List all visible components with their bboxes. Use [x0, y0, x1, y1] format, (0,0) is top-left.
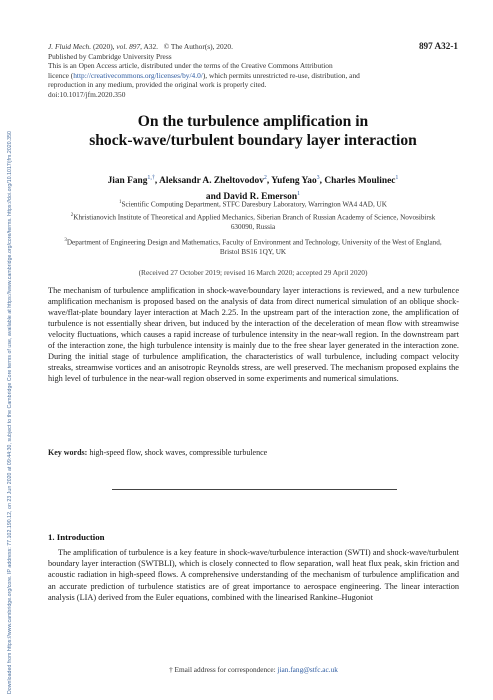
license-link[interactable]: http://creativecommons.org/licenses/by/4.0/ [73, 70, 203, 80]
author-name: , Aleksandr A. Zheltovodov [154, 176, 264, 187]
license-suffix: ), which permits unrestricted re-use, distribution, and [202, 70, 360, 80]
download-sidebar [0, 0, 16, 700]
introduction-text: The amplification of turbulence is a key feature in shock-wave/turbulence interaction (SWTI) and shock-wave/turbulent boundary layer interaction (SWTBLI), which is closely connected to flow separation, wall heat flux peak, skin friction and acoustic radiation in high-speed flows. A comprehensive understanding of the mechanism of turbulence amplification and an accurate prediction of turbulence statistics are of great importance to aerospace engineering. The linear interaction analysis (LIA) derived from the Euler equations, combined with the linearised Rankine–Hugoniot [48, 548, 459, 602]
journal-year: (2020), [91, 42, 117, 51]
footnote-text: † Email address for correspondence: [169, 665, 278, 674]
affiliation-1 [60, 198, 446, 210]
publisher: Published by Cambridge University Press [48, 51, 172, 61]
received-dates: (Received 27 October 2019; revised 16 March 2020; accepted 29 April 2020) [138, 268, 368, 277]
keywords [48, 448, 459, 457]
abstract [48, 285, 459, 384]
affiliation-text: Scientific Computing Department, STFC Daresbury Laboratory, Warrington WA4 4AD, UK [121, 200, 387, 209]
doi: doi:10.1017/jfm.2020.350 [48, 89, 126, 99]
author-name: Jian Fang [107, 176, 148, 187]
affiliation-text: Khristianovich Institute of Theoretical and Applied Mechanics, Siberian Branch of Russian Academy of Science, Novosibirsk 630090, Russia [73, 213, 436, 231]
license-prefix: licence ( [48, 70, 74, 80]
author-name: and David R. Emerson [205, 191, 298, 202]
download-notice: Downloaded from https://www.cambridge.org/core. IP address: 77.102.190.12, on 23 Jun 2020 at 09:44:30, subject to the Cambridge Core terms of use, available at https://www.cambridge.org/core/terms. https://doi.org/10.1017/jfm.2020.350 [7, 131, 13, 694]
title-line-1: On the turbulence amplification in [137, 113, 369, 130]
paper-title [48, 112, 458, 150]
affiliation-number: 3 [64, 238, 67, 243]
author-affil-mark[interactable]: 3 [316, 175, 320, 181]
email-link[interactable]: jian.fang@stfc.ac.uk [277, 665, 338, 674]
keywords-text: high-speed flow, shock waves, compressible turbulence [89, 448, 268, 457]
license-line-1: This is an Open Access article, distributed under the terms of the Creative Commons Attribution [48, 61, 333, 71]
section-heading: 1. Introduction [48, 532, 105, 542]
journal-volume: vol. 897 [116, 42, 141, 51]
affiliation-text: Department of Engineering Design and Mathematics, Faculty of Environment and Technology, University of the West of England, Bristol BS16 1QY, UK [66, 238, 442, 256]
author-affil-mark[interactable]: 1,† [147, 175, 155, 181]
copyright: © The Author(s), 2020. [163, 42, 233, 51]
keywords-divider [112, 489, 397, 490]
affiliation-number: 1 [119, 200, 122, 205]
article-number: , A32. [140, 42, 159, 51]
journal-header [48, 42, 458, 100]
author-affil-mark[interactable]: 2 [263, 175, 267, 181]
introduction [48, 547, 459, 603]
abstract-text: The mechanism of turbulence amplification in shock-wave/boundary layer interactions is reviewed, and a new turbulence amplification mechanism is proposed based on the analysis of data from direct numerical simulation of an oblique shock-wave/flat-plate boundary layer interaction at Mach 2.25. In the upstream part of the interaction zone, the amplification of turbulence is not essentially shear driven, but induced by the interaction of the deceleration of mean flow with streamwise velocity fluctuations, which causes a rapid increase of turbulence intensity in the near-wall region. In the downstream part of the interaction zone, the high turbulence intensity is mainly due to the free shear layer generated in the interaction zone. During the initial stage of turbulence amplification, the characteristics of wall turbulence, including compact velocity streaks, streamwise vortices and an anisotropic Reynolds stress, are well preserved. The mechanism proposed explains the high level of turbulence in the near-wall region observed in some experiments and numerical simulations. [48, 286, 459, 384]
affiliation-3 [60, 236, 446, 257]
license-line-3: reproduction in any medium, provided the original work is properly cited. [48, 80, 267, 90]
citation-line [48, 42, 458, 52]
affiliation-number: 2 [70, 213, 74, 218]
title-line-2: shock-wave/turbulent boundary layer interaction [89, 132, 417, 149]
journal-name: J. Fluid Mech. [48, 42, 92, 51]
author-name: , Charles Moulinec [319, 176, 396, 187]
correspondence-footnote [48, 665, 459, 674]
keywords-label: Key words: [48, 448, 88, 457]
author-affil-mark[interactable]: 1 [395, 175, 399, 181]
author-affil-mark[interactable]: 1 [297, 190, 301, 197]
author-name: , Yufeng Yao [266, 176, 317, 187]
license-line-2 [48, 71, 458, 81]
affiliation-2 [60, 211, 446, 232]
page-identifier: 897 A32-1 [418, 41, 458, 51]
